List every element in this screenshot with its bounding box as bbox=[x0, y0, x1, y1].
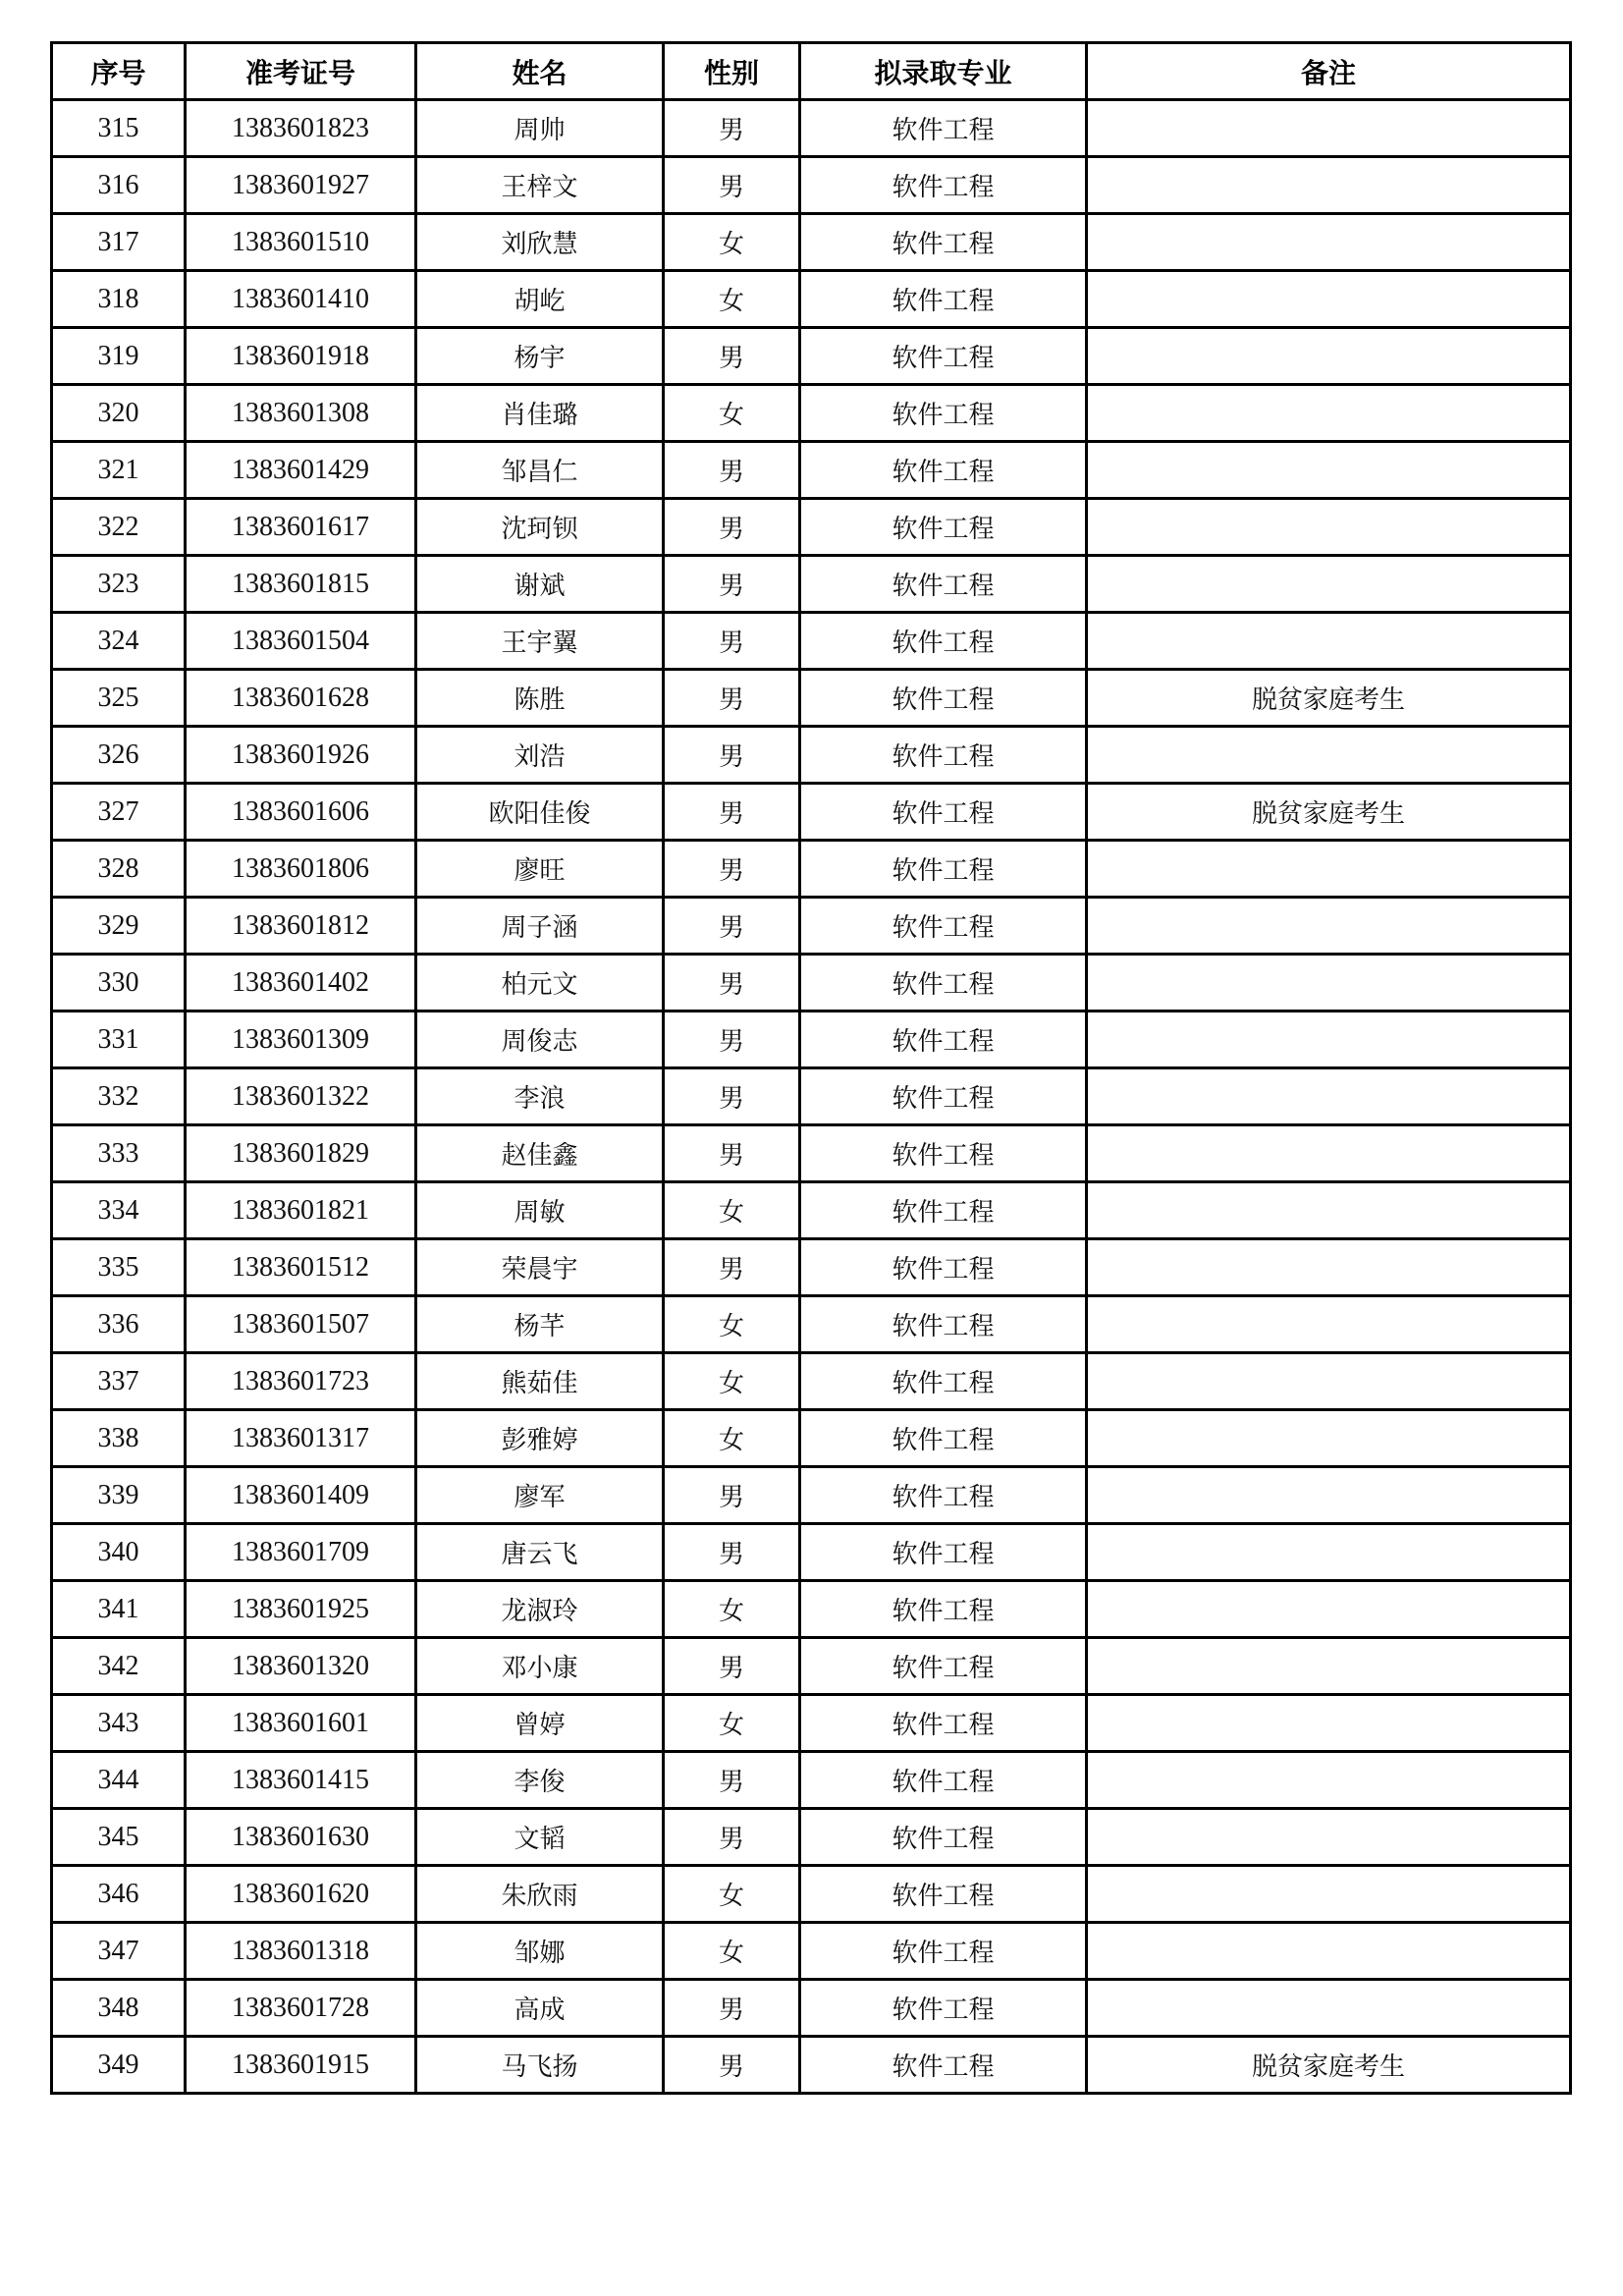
cell-remarks bbox=[1087, 214, 1571, 271]
cell-name: 高成 bbox=[416, 1980, 664, 2037]
cell-gender: 男 bbox=[664, 157, 800, 214]
cell-gender: 女 bbox=[664, 1353, 800, 1410]
cell-name: 杨宇 bbox=[416, 328, 664, 385]
cell-name: 谢斌 bbox=[416, 556, 664, 613]
table-row bbox=[52, 613, 1571, 670]
cell-name: 龙淑玲 bbox=[416, 1581, 664, 1638]
cell-gender: 男 bbox=[664, 100, 800, 157]
cell-name: 曾婷 bbox=[416, 1695, 664, 1752]
cell-serial-no: 329 bbox=[52, 898, 186, 955]
cell-serial-no: 327 bbox=[52, 784, 186, 841]
table-row bbox=[52, 2037, 1571, 2094]
table-row bbox=[52, 1296, 1571, 1353]
cell-name: 马飞扬 bbox=[416, 2037, 664, 2094]
cell-name: 周子涵 bbox=[416, 898, 664, 955]
cell-major: 软件工程 bbox=[800, 1809, 1087, 1866]
cell-exam-id: 1383601926 bbox=[186, 727, 416, 784]
cell-exam-id: 1383601402 bbox=[186, 955, 416, 1011]
cell-major: 软件工程 bbox=[800, 1923, 1087, 1980]
table-row bbox=[52, 1638, 1571, 1695]
cell-serial-no: 346 bbox=[52, 1866, 186, 1923]
cell-remarks bbox=[1087, 157, 1571, 214]
cell-remarks bbox=[1087, 1752, 1571, 1809]
cell-serial-no: 332 bbox=[52, 1068, 186, 1125]
cell-serial-no: 331 bbox=[52, 1011, 186, 1068]
cell-name: 欧阳佳俊 bbox=[416, 784, 664, 841]
cell-exam-id: 1383601630 bbox=[186, 1809, 416, 1866]
cell-serial-no: 317 bbox=[52, 214, 186, 271]
cell-gender: 男 bbox=[664, 955, 800, 1011]
cell-remarks bbox=[1087, 328, 1571, 385]
cell-remarks bbox=[1087, 385, 1571, 442]
cell-gender: 女 bbox=[664, 1296, 800, 1353]
cell-remarks bbox=[1087, 1410, 1571, 1467]
cell-remarks bbox=[1087, 556, 1571, 613]
cell-gender: 男 bbox=[664, 1752, 800, 1809]
cell-gender: 男 bbox=[664, 1524, 800, 1581]
cell-major: 软件工程 bbox=[800, 556, 1087, 613]
table-row bbox=[52, 1410, 1571, 1467]
cell-name: 周俊志 bbox=[416, 1011, 664, 1068]
cell-exam-id: 1383601829 bbox=[186, 1125, 416, 1182]
cell-major: 软件工程 bbox=[800, 1524, 1087, 1581]
cell-exam-id: 1383601318 bbox=[186, 1923, 416, 1980]
table-row bbox=[52, 1239, 1571, 1296]
cell-major: 软件工程 bbox=[800, 1752, 1087, 1809]
cell-serial-no: 324 bbox=[52, 613, 186, 670]
cell-exam-id: 1383601823 bbox=[186, 100, 416, 157]
cell-name: 周敏 bbox=[416, 1182, 664, 1239]
table-row bbox=[52, 1866, 1571, 1923]
cell-exam-id: 1383601409 bbox=[186, 1467, 416, 1524]
cell-gender: 男 bbox=[664, 1638, 800, 1695]
cell-remarks bbox=[1087, 1296, 1571, 1353]
table-row bbox=[52, 1752, 1571, 1809]
cell-major: 软件工程 bbox=[800, 670, 1087, 727]
cell-remarks bbox=[1087, 1239, 1571, 1296]
table-row bbox=[52, 499, 1571, 556]
cell-serial-no: 339 bbox=[52, 1467, 186, 1524]
cell-exam-id: 1383601320 bbox=[186, 1638, 416, 1695]
cell-exam-id: 1383601918 bbox=[186, 328, 416, 385]
cell-major: 软件工程 bbox=[800, 1695, 1087, 1752]
table-row bbox=[52, 1125, 1571, 1182]
cell-serial-no: 322 bbox=[52, 499, 186, 556]
cell-major: 软件工程 bbox=[800, 898, 1087, 955]
cell-major: 软件工程 bbox=[800, 1581, 1087, 1638]
table-row bbox=[52, 328, 1571, 385]
cell-exam-id: 1383601915 bbox=[186, 2037, 416, 2094]
table-row bbox=[52, 1809, 1571, 1866]
cell-gender: 女 bbox=[664, 1866, 800, 1923]
cell-exam-id: 1383601806 bbox=[186, 841, 416, 898]
cell-exam-id: 1383601927 bbox=[186, 157, 416, 214]
cell-major: 软件工程 bbox=[800, 271, 1087, 328]
cell-major: 软件工程 bbox=[800, 442, 1087, 499]
cell-name: 肖佳璐 bbox=[416, 385, 664, 442]
cell-serial-no: 334 bbox=[52, 1182, 186, 1239]
cell-serial-no: 328 bbox=[52, 841, 186, 898]
cell-remarks bbox=[1087, 727, 1571, 784]
table-row bbox=[52, 1011, 1571, 1068]
table-row bbox=[52, 556, 1571, 613]
header-gender: 性别 bbox=[664, 43, 800, 100]
cell-remarks: 脱贫家庭考生 bbox=[1087, 784, 1571, 841]
cell-major: 软件工程 bbox=[800, 214, 1087, 271]
cell-gender: 女 bbox=[664, 1695, 800, 1752]
cell-name: 周帅 bbox=[416, 100, 664, 157]
cell-serial-no: 321 bbox=[52, 442, 186, 499]
cell-name: 李俊 bbox=[416, 1752, 664, 1809]
cell-remarks bbox=[1087, 841, 1571, 898]
cell-serial-no: 333 bbox=[52, 1125, 186, 1182]
cell-remarks bbox=[1087, 1068, 1571, 1125]
cell-gender: 女 bbox=[664, 1923, 800, 1980]
cell-serial-no: 320 bbox=[52, 385, 186, 442]
cell-gender: 女 bbox=[664, 271, 800, 328]
cell-remarks bbox=[1087, 1524, 1571, 1581]
cell-exam-id: 1383601429 bbox=[186, 442, 416, 499]
cell-exam-id: 1383601507 bbox=[186, 1296, 416, 1353]
cell-major: 软件工程 bbox=[800, 328, 1087, 385]
cell-major: 软件工程 bbox=[800, 784, 1087, 841]
cell-gender: 男 bbox=[664, 499, 800, 556]
table-row bbox=[52, 727, 1571, 784]
table-row bbox=[52, 784, 1571, 841]
cell-serial-no: 345 bbox=[52, 1809, 186, 1866]
table-body bbox=[52, 100, 1571, 2094]
cell-serial-no: 338 bbox=[52, 1410, 186, 1467]
cell-remarks: 脱贫家庭考生 bbox=[1087, 670, 1571, 727]
table-row bbox=[52, 1923, 1571, 1980]
cell-remarks bbox=[1087, 1866, 1571, 1923]
cell-serial-no: 347 bbox=[52, 1923, 186, 1980]
cell-major: 软件工程 bbox=[800, 100, 1087, 157]
cell-exam-id: 1383601510 bbox=[186, 214, 416, 271]
cell-exam-id: 1383601512 bbox=[186, 1239, 416, 1296]
table-row bbox=[52, 214, 1571, 271]
table-row bbox=[52, 100, 1571, 157]
cell-remarks bbox=[1087, 1581, 1571, 1638]
cell-name: 李浪 bbox=[416, 1068, 664, 1125]
cell-name: 胡屹 bbox=[416, 271, 664, 328]
table-row bbox=[52, 385, 1571, 442]
table-row bbox=[52, 157, 1571, 214]
cell-remarks bbox=[1087, 1695, 1571, 1752]
cell-gender: 男 bbox=[664, 556, 800, 613]
cell-gender: 女 bbox=[664, 214, 800, 271]
cell-name: 王梓文 bbox=[416, 157, 664, 214]
cell-exam-id: 1383601617 bbox=[186, 499, 416, 556]
cell-exam-id: 1383601504 bbox=[186, 613, 416, 670]
cell-remarks bbox=[1087, 1125, 1571, 1182]
cell-name: 刘欣慧 bbox=[416, 214, 664, 271]
cell-name: 杨芊 bbox=[416, 1296, 664, 1353]
cell-major: 软件工程 bbox=[800, 499, 1087, 556]
table-row bbox=[52, 271, 1571, 328]
cell-name: 文韬 bbox=[416, 1809, 664, 1866]
cell-major: 软件工程 bbox=[800, 1296, 1087, 1353]
cell-major: 软件工程 bbox=[800, 2037, 1087, 2094]
cell-exam-id: 1383601601 bbox=[186, 1695, 416, 1752]
cell-serial-no: 349 bbox=[52, 2037, 186, 2094]
cell-gender: 男 bbox=[664, 1809, 800, 1866]
header-name: 姓名 bbox=[416, 43, 664, 100]
cell-exam-id: 1383601410 bbox=[186, 271, 416, 328]
cell-remarks bbox=[1087, 271, 1571, 328]
cell-remarks bbox=[1087, 1638, 1571, 1695]
cell-major: 软件工程 bbox=[800, 613, 1087, 670]
cell-name: 熊茹佳 bbox=[416, 1353, 664, 1410]
cell-name: 王宇翼 bbox=[416, 613, 664, 670]
cell-major: 软件工程 bbox=[800, 1011, 1087, 1068]
cell-serial-no: 335 bbox=[52, 1239, 186, 1296]
cell-gender: 男 bbox=[664, 1467, 800, 1524]
cell-name: 朱欣雨 bbox=[416, 1866, 664, 1923]
cell-gender: 男 bbox=[664, 1068, 800, 1125]
cell-major: 软件工程 bbox=[800, 385, 1087, 442]
cell-remarks bbox=[1087, 442, 1571, 499]
cell-gender: 女 bbox=[664, 1182, 800, 1239]
table-row bbox=[52, 1695, 1571, 1752]
cell-major: 软件工程 bbox=[800, 1980, 1087, 2037]
cell-name: 柏元文 bbox=[416, 955, 664, 1011]
cell-gender: 男 bbox=[664, 670, 800, 727]
cell-serial-no: 336 bbox=[52, 1296, 186, 1353]
cell-major: 软件工程 bbox=[800, 157, 1087, 214]
cell-major: 软件工程 bbox=[800, 727, 1087, 784]
cell-major: 软件工程 bbox=[800, 1182, 1087, 1239]
cell-exam-id: 1383601606 bbox=[186, 784, 416, 841]
cell-exam-id: 1383601815 bbox=[186, 556, 416, 613]
cell-name: 邹昌仁 bbox=[416, 442, 664, 499]
cell-serial-no: 341 bbox=[52, 1581, 186, 1638]
cell-major: 软件工程 bbox=[800, 955, 1087, 1011]
cell-exam-id: 1383601812 bbox=[186, 898, 416, 955]
cell-name: 赵佳鑫 bbox=[416, 1125, 664, 1182]
cell-gender: 男 bbox=[664, 442, 800, 499]
cell-gender: 男 bbox=[664, 1239, 800, 1296]
cell-gender: 男 bbox=[664, 784, 800, 841]
cell-serial-no: 340 bbox=[52, 1524, 186, 1581]
table-row bbox=[52, 1353, 1571, 1410]
cell-major: 软件工程 bbox=[800, 1068, 1087, 1125]
cell-name: 邓小康 bbox=[416, 1638, 664, 1695]
cell-serial-no: 315 bbox=[52, 100, 186, 157]
cell-remarks bbox=[1087, 898, 1571, 955]
cell-remarks bbox=[1087, 1011, 1571, 1068]
table-row bbox=[52, 1581, 1571, 1638]
table-row bbox=[52, 442, 1571, 499]
table-row bbox=[52, 1980, 1571, 2037]
cell-gender: 男 bbox=[664, 1011, 800, 1068]
cell-gender: 女 bbox=[664, 1581, 800, 1638]
cell-serial-no: 337 bbox=[52, 1353, 186, 1410]
cell-serial-no: 319 bbox=[52, 328, 186, 385]
header-serial-no: 序号 bbox=[52, 43, 186, 100]
cell-gender: 女 bbox=[664, 1410, 800, 1467]
cell-remarks bbox=[1087, 1923, 1571, 1980]
cell-remarks bbox=[1087, 499, 1571, 556]
cell-name: 刘浩 bbox=[416, 727, 664, 784]
cell-exam-id: 1383601415 bbox=[186, 1752, 416, 1809]
cell-major: 软件工程 bbox=[800, 1866, 1087, 1923]
cell-remarks: 脱贫家庭考生 bbox=[1087, 2037, 1571, 2094]
table-row bbox=[52, 1068, 1571, 1125]
cell-name: 廖旺 bbox=[416, 841, 664, 898]
cell-gender: 男 bbox=[664, 841, 800, 898]
header-remarks: 备注 bbox=[1087, 43, 1571, 100]
table-row bbox=[52, 898, 1571, 955]
cell-exam-id: 1383601723 bbox=[186, 1353, 416, 1410]
cell-major: 软件工程 bbox=[800, 1410, 1087, 1467]
header-row bbox=[52, 43, 1571, 100]
cell-name: 邹娜 bbox=[416, 1923, 664, 1980]
cell-gender: 男 bbox=[664, 727, 800, 784]
cell-gender: 女 bbox=[664, 385, 800, 442]
cell-remarks bbox=[1087, 1467, 1571, 1524]
cell-exam-id: 1383601309 bbox=[186, 1011, 416, 1068]
cell-exam-id: 1383601709 bbox=[186, 1524, 416, 1581]
cell-exam-id: 1383601628 bbox=[186, 670, 416, 727]
cell-remarks bbox=[1087, 100, 1571, 157]
cell-name: 廖军 bbox=[416, 1467, 664, 1524]
cell-name: 彭雅婷 bbox=[416, 1410, 664, 1467]
cell-exam-id: 1383601821 bbox=[186, 1182, 416, 1239]
cell-gender: 男 bbox=[664, 2037, 800, 2094]
cell-remarks bbox=[1087, 1353, 1571, 1410]
cell-gender: 男 bbox=[664, 328, 800, 385]
cell-serial-no: 330 bbox=[52, 955, 186, 1011]
cell-exam-id: 1383601317 bbox=[186, 1410, 416, 1467]
cell-remarks bbox=[1087, 1182, 1571, 1239]
cell-serial-no: 325 bbox=[52, 670, 186, 727]
table-row bbox=[52, 955, 1571, 1011]
cell-remarks bbox=[1087, 955, 1571, 1011]
cell-serial-no: 323 bbox=[52, 556, 186, 613]
cell-gender: 男 bbox=[664, 898, 800, 955]
table-row bbox=[52, 1182, 1571, 1239]
cell-name: 唐云飞 bbox=[416, 1524, 664, 1581]
cell-major: 软件工程 bbox=[800, 1239, 1087, 1296]
table-row bbox=[52, 841, 1571, 898]
cell-exam-id: 1383601728 bbox=[186, 1980, 416, 2037]
cell-serial-no: 343 bbox=[52, 1695, 186, 1752]
cell-major: 软件工程 bbox=[800, 1467, 1087, 1524]
cell-name: 沈珂钡 bbox=[416, 499, 664, 556]
cell-remarks bbox=[1087, 1980, 1571, 2037]
cell-major: 软件工程 bbox=[800, 1353, 1087, 1410]
cell-exam-id: 1383601925 bbox=[186, 1581, 416, 1638]
table-row bbox=[52, 1524, 1571, 1581]
header-major: 拟录取专业 bbox=[800, 43, 1087, 100]
cell-serial-no: 344 bbox=[52, 1752, 186, 1809]
table-row bbox=[52, 670, 1571, 727]
admission-list-table bbox=[50, 41, 1572, 2095]
cell-serial-no: 318 bbox=[52, 271, 186, 328]
cell-exam-id: 1383601620 bbox=[186, 1866, 416, 1923]
cell-serial-no: 348 bbox=[52, 1980, 186, 2037]
cell-serial-no: 326 bbox=[52, 727, 186, 784]
cell-name: 荣晨宇 bbox=[416, 1239, 664, 1296]
cell-exam-id: 1383601308 bbox=[186, 385, 416, 442]
table-row bbox=[52, 1467, 1571, 1524]
cell-major: 软件工程 bbox=[800, 1125, 1087, 1182]
cell-major: 软件工程 bbox=[800, 841, 1087, 898]
cell-remarks bbox=[1087, 1809, 1571, 1866]
cell-gender: 男 bbox=[664, 1980, 800, 2037]
cell-gender: 男 bbox=[664, 613, 800, 670]
cell-exam-id: 1383601322 bbox=[186, 1068, 416, 1125]
cell-remarks bbox=[1087, 613, 1571, 670]
cell-major: 软件工程 bbox=[800, 1638, 1087, 1695]
cell-serial-no: 316 bbox=[52, 157, 186, 214]
cell-serial-no: 342 bbox=[52, 1638, 186, 1695]
cell-gender: 男 bbox=[664, 1125, 800, 1182]
cell-name: 陈胜 bbox=[416, 670, 664, 727]
header-exam-id: 准考证号 bbox=[186, 43, 416, 100]
